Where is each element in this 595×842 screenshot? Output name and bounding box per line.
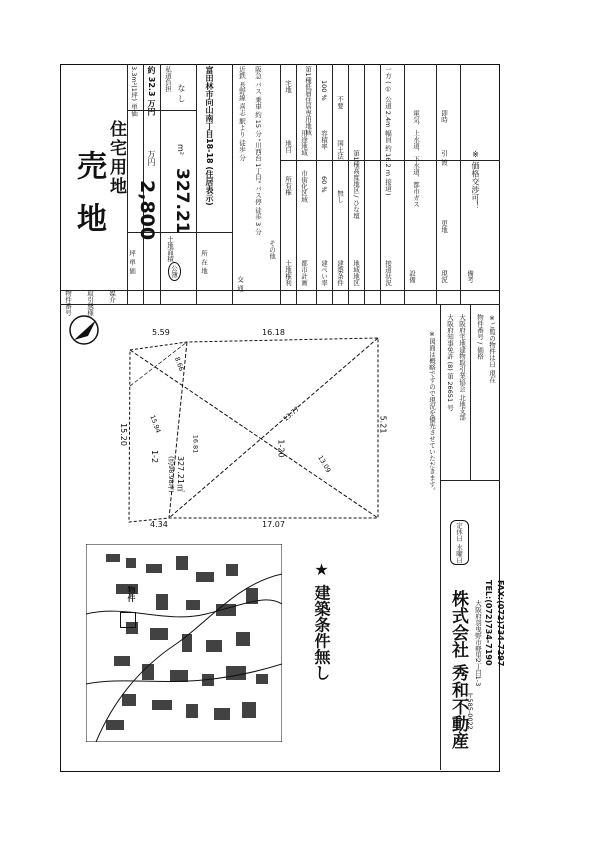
row-val-land-law: 不要 — [336, 96, 344, 109]
licence-line2: 大阪府宅地建物取引業協会 北地支部 — [458, 314, 466, 421]
transport-line1: 近鉄 長野線 喜志 駅より 徒歩 分 — [238, 66, 246, 161]
holiday-value: 水曜日 — [455, 543, 463, 564]
divider-licence — [440, 480, 500, 481]
diag-label: 13.09 — [316, 453, 333, 475]
col-line — [332, 64, 333, 304]
page-subtitle: 住宅用地 — [106, 120, 126, 196]
private-road-value: な し — [177, 84, 186, 103]
tsubo-label: 坪 単 価 — [128, 250, 136, 274]
holiday-stamp — [450, 520, 469, 565]
dim-left: 15.20 — [118, 423, 128, 446]
transport-line2: 阪急 バス 乗車 約 15 分 "川西台 1丁目" バス停 徒歩 3 分 — [254, 66, 262, 235]
plot-area-sub: (約98.98坪) — [167, 456, 175, 493]
page-title: 売 地 — [71, 150, 106, 239]
plot-area-text: 327.21㎡ — [176, 456, 185, 492]
row-val-rights: 所有権 — [284, 176, 292, 196]
price-amount: 2,800 — [136, 180, 158, 241]
company-tel: TEL:(072)734-7190 — [484, 580, 493, 666]
transport-line3: その他 — [268, 240, 276, 260]
row-val-zoning: 第1種低層住居専用地域 — [304, 66, 312, 136]
row-key-remarks: 備考 — [466, 270, 474, 283]
row-val-district: 第1種高度地区 / ひな壇 — [352, 150, 360, 219]
signage-label: 物件番号 / 価格 — [476, 314, 484, 360]
lot-outline — [129, 338, 378, 522]
row-key-floor-ratio: 容積率 — [320, 130, 328, 150]
col-line — [296, 64, 297, 304]
col-line — [196, 64, 197, 304]
company-fax: FAX:(072)734-7297 — [496, 580, 505, 667]
row-line — [60, 290, 500, 291]
area-land-value: 327.21 — [172, 168, 192, 234]
row-key-coverage: 建ぺい率 — [320, 260, 328, 286]
row-val-status: 更地 — [440, 220, 448, 233]
dim-bottom-left: 4.34 — [150, 520, 168, 529]
map-marker-label: 物件 — [127, 586, 136, 602]
dim-top-left: 5.59 — [152, 328, 170, 337]
row-key-land-law: 国土法 — [336, 140, 344, 160]
row-val-coverage: 60 % — [320, 176, 328, 193]
licence-line1: 大阪府知事免許 (8) 第 26651 号 — [446, 314, 454, 411]
delivery-value: 即時 — [440, 110, 448, 123]
tsubo-value: 約 32.3 万円 — [147, 66, 156, 116]
row-val-road: 一方 ( ① 公道 2.4m 幅員 約 16.2 m 接道 ) — [384, 66, 392, 196]
row-key-district: 地域地区 — [352, 260, 360, 286]
col-line — [380, 64, 381, 304]
map-marker-pin — [120, 612, 136, 628]
company-postal: 〒585-0022 — [466, 692, 474, 730]
lot-number: 1-2 — [150, 449, 160, 464]
company-address: 大阪府羽曳野市軽里2丁目1-3 — [474, 600, 482, 687]
col-line — [160, 64, 161, 304]
small-note: ※ご覧の物件は日 現在 — [488, 314, 496, 383]
no-condition-banner: ★ 建築条件無し — [312, 560, 331, 681]
diag-label: 16.81 — [191, 434, 200, 454]
price-unit: 万円 — [147, 150, 156, 166]
lot-number: 1-20 — [276, 439, 286, 458]
row-key-status: 現況 — [440, 270, 448, 283]
north-arrow-needle — [74, 320, 96, 340]
north-arrow-icon — [70, 316, 98, 344]
private-road-label: 私道負担 — [164, 66, 172, 92]
row-key-road: 接道状況 — [384, 260, 392, 286]
area-land-unit: m² — [176, 144, 185, 155]
row-key-facilities: 設備 — [408, 270, 416, 283]
area-land-label: 土地面積 — [166, 236, 174, 262]
col-line — [364, 64, 365, 304]
col-line — [348, 64, 349, 304]
col-line — [436, 64, 437, 304]
tsubo-note: 3.3m²(1坪) 単価 — [130, 66, 138, 117]
row-key-rights: 土地権利 — [284, 260, 292, 286]
row-val-building-condition: 無し — [336, 190, 344, 203]
side-label-mode: 取引態様 — [86, 290, 94, 316]
area-note-stamp: 公簿 — [168, 262, 181, 281]
location-label: 所 在 地 — [200, 250, 208, 274]
row-key-zoning: 用途地域 — [300, 130, 308, 156]
col-line — [470, 304, 471, 480]
holiday-label: 定休日 — [455, 522, 463, 542]
col-line — [280, 64, 281, 304]
col-line — [232, 64, 233, 304]
transport-label: 交 通 — [236, 276, 244, 292]
delivery-label: 引 渡 — [440, 150, 448, 166]
row-val-planning: 市街化区域 — [300, 170, 308, 203]
location-map — [86, 544, 282, 742]
col-line — [404, 64, 405, 304]
row-val-chimoku: 宅地 — [284, 80, 292, 93]
dim-top-right: 16.18 — [262, 328, 285, 337]
row-val-remarks: ※ 価格交渉可！ — [471, 150, 480, 210]
col-line — [316, 64, 317, 304]
row-key-planning: 都市計画 — [300, 260, 308, 286]
diag-label: 13.77 — [281, 404, 302, 424]
company-name: 株式会社 秀和不動産 — [448, 590, 468, 749]
row-val-floor-ratio: 100 % — [320, 80, 328, 101]
row-key-building-condition: 建築条件 — [336, 260, 344, 286]
row-val-facilities: 電気、上水道、下水道、都市ガス — [412, 110, 420, 208]
diag-label: 15.94 — [148, 413, 163, 435]
lot-line — [169, 338, 378, 518]
dim-right: 5.21 — [378, 415, 388, 434]
divider-company — [440, 304, 441, 770]
side-label-number: 物件番号 — [64, 290, 72, 316]
divider-info-plot — [60, 304, 500, 305]
location-value: 富田林市向山南丁目18-18 (住居表示) — [205, 66, 214, 206]
row-key-chimoku: 地目 — [284, 140, 292, 153]
side-label-brokerage: 媒介 — [108, 290, 116, 303]
dim-bottom: 17.07 — [262, 520, 285, 529]
notice-text: ※図面は概略ですので現況を優先させていただきます。 — [428, 330, 436, 494]
col-line — [460, 64, 461, 304]
diag-label: 8.66 — [173, 355, 186, 373]
